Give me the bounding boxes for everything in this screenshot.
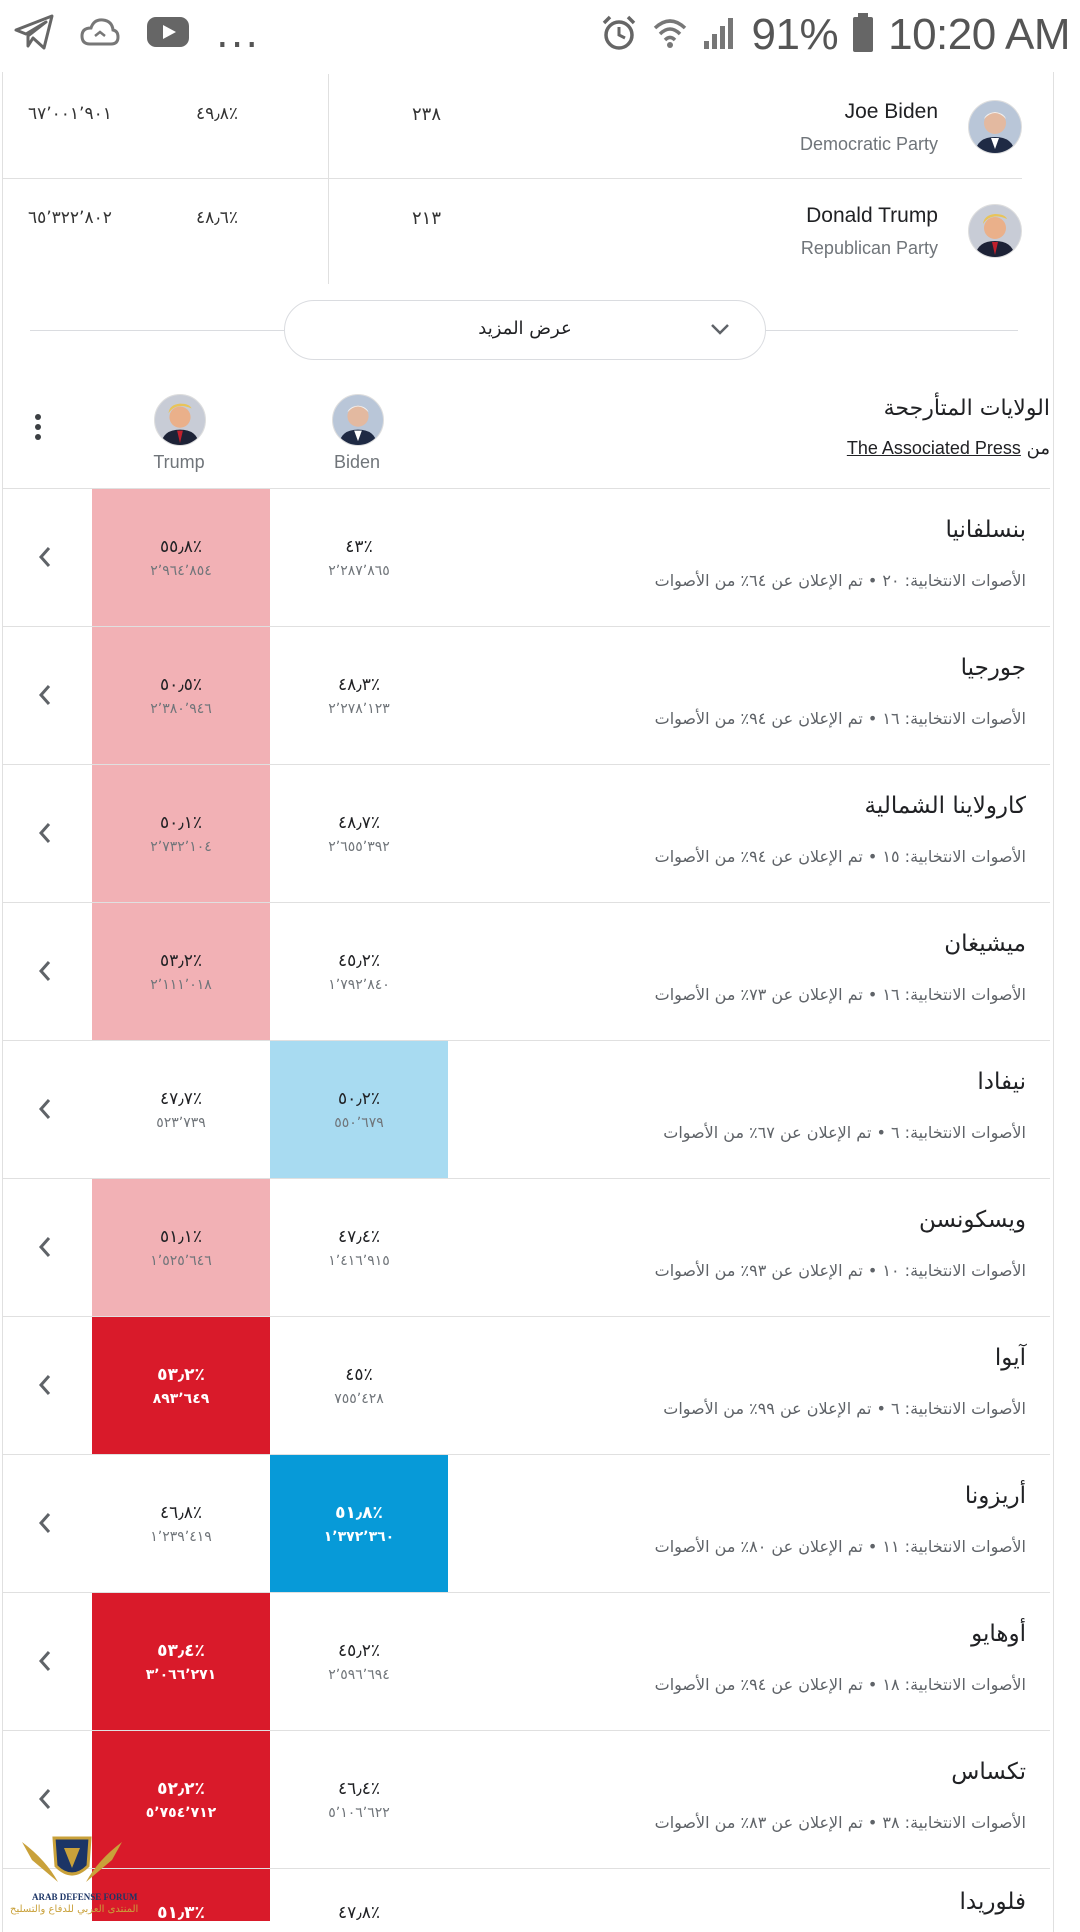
biden-percent: ٤٨٫٧٪ — [337, 813, 381, 833]
trump-votes: ٢٬١١١٬٠١٨ — [150, 977, 212, 993]
state-name: نيفادا — [977, 1069, 1026, 1095]
biden-votes: ٢٬٢٧٨٬١٢٣ — [328, 701, 390, 717]
state-name: ميشيغان — [944, 931, 1026, 957]
state-details: الأصوات الانتخابية: ٣٨ • تم الإعلان عن ٨٣٪ من الأصوات — [654, 1813, 1026, 1832]
state-name: كارولاينا الشمالية — [864, 793, 1026, 819]
trump-percent: ٥٢٫٢٪ — [157, 1779, 205, 1799]
trump-percent: ٤٧٫٧٪ — [159, 1089, 203, 1109]
source-line — [847, 438, 1050, 459]
chevron-left-icon[interactable] — [38, 1373, 52, 1401]
trump-votes: ١٬٢٣٩٬٤١٩ — [150, 1529, 212, 1545]
state-row[interactable] — [2, 1868, 1050, 1921]
biden-percent: ٤٧٫٤٪ — [337, 1227, 381, 1247]
state-details: الأصوات الانتخابية: ١٦ • تم الإعلان عن ٧٣٪ من الأصوات — [654, 985, 1026, 1004]
state-details: الأصوات الانتخابية: ١٨ • تم الإعلان عن ٩٤٪ من الأصوات — [654, 1675, 1026, 1694]
chevron-left-icon[interactable] — [38, 1097, 52, 1125]
candidate-name: Donald Trump — [806, 204, 938, 227]
biden-result-cell — [270, 1179, 448, 1317]
state-row[interactable] — [2, 1178, 1050, 1317]
battery-icon — [852, 13, 874, 57]
chevron-down-icon — [709, 321, 731, 341]
state-name: تكساس — [951, 1759, 1026, 1785]
trump-result-cell — [92, 1041, 270, 1179]
chevron-left-icon[interactable] — [38, 1511, 52, 1539]
trump-result-cell — [92, 1593, 270, 1731]
state-details: الأصوات الانتخابية: ٦ • تم الإعلان عن ٩٩٪ من الأصوات — [663, 1399, 1026, 1418]
biden-votes: ٢٬٥٩٦٬٦٩٤ — [328, 1667, 390, 1683]
biden-result-cell — [270, 1455, 448, 1593]
trump-votes: ٢٬٣٨٠٬٩٤٦ — [150, 701, 212, 717]
trump-percent: ٥٣٫٢٪ — [159, 951, 203, 971]
biden-votes: ١٬٣٧٢٬٣٦٠ — [323, 1529, 395, 1545]
candidate-party: Democratic Party — [799, 134, 938, 154]
forum-watermark — [2, 1820, 142, 1920]
trump-percent: ٥٣٫٢٪ — [157, 1365, 205, 1385]
state-row[interactable] — [2, 626, 1050, 765]
trump-result-cell — [92, 489, 270, 627]
biden-votes: ٢٬٦٥٥٬٣٩٢ — [328, 839, 390, 855]
biden-percent: ٥١٫٨٪ — [335, 1503, 383, 1523]
battery-percent: 91% — [751, 10, 839, 59]
candidate-row-trump — [2, 178, 1022, 282]
chevron-left-icon[interactable] — [38, 1235, 52, 1263]
biden-votes: ٧٥٥٬٤٢٨ — [334, 1391, 384, 1407]
biden-column-avatar — [332, 394, 384, 446]
candidate-total-votes: ٦٥٬٣٢٢٬٨٠٢ — [28, 208, 112, 228]
biden-percent: ٤٧٫٨٪ — [337, 1903, 381, 1921]
watermark-title: ARAB DEFENSE FORUM — [32, 1892, 138, 1902]
trump-votes: ٥٬٧٥٤٬٧١٢ — [145, 1805, 217, 1821]
biden-votes: ٥٬١٠٦٬٦٢٢ — [328, 1805, 390, 1821]
state-name: آيوا — [994, 1345, 1026, 1371]
signal-icon — [702, 15, 738, 55]
show-more-label: عرض المزيد — [478, 318, 572, 339]
state-row[interactable] — [2, 1040, 1050, 1179]
candidate-row-biden — [2, 74, 1022, 179]
trump-percent: ٥٠٫١٪ — [159, 813, 203, 833]
biden-votes: ٥٥٠٬٦٧٩ — [334, 1115, 384, 1131]
state-name: أوهايو — [971, 1621, 1026, 1647]
biden-result-cell — [270, 903, 448, 1041]
trump-votes: ٣٬٠٦٦٬٢٧١ — [145, 1667, 217, 1683]
candidate-total-votes: ٦٧٬٠٠١٬٩٠١ — [28, 104, 112, 124]
candidate-party: Republican Party — [800, 238, 938, 258]
state-details: الأصوات الانتخابية: ١٠ • تم الإعلان عن ٩٣٪ من الأصوات — [654, 1261, 1026, 1280]
candidate-percent: ٤٩٫٨٪ — [196, 104, 239, 124]
trump-result-cell — [92, 765, 270, 903]
chevron-left-icon[interactable] — [38, 959, 52, 987]
biden-result-cell — [270, 1731, 448, 1869]
biden-percent: ٤٣٪ — [345, 537, 373, 557]
trump-percent: ٤٦٫٨٪ — [159, 1503, 203, 1523]
biden-result-cell — [270, 1869, 448, 1921]
wifi-icon — [652, 14, 688, 56]
chevron-left-icon[interactable] — [38, 821, 52, 849]
chevron-left-icon[interactable] — [38, 1649, 52, 1677]
trump-percent: ٥١٫٣٪ — [157, 1903, 205, 1921]
trump-column-avatar — [154, 394, 206, 446]
biden-percent: ٥٠٫٢٪ — [337, 1089, 381, 1109]
trump-result-cell — [92, 903, 270, 1041]
biden-result-cell — [270, 489, 448, 627]
trump-column-label: Trump — [153, 452, 205, 472]
state-row[interactable] — [2, 1592, 1050, 1731]
state-details: الأصوات الانتخابية: ٦ • تم الإعلان عن ٦٧٪ من الأصوات — [663, 1123, 1026, 1142]
candidate-electoral-votes: ٢١٣ — [412, 208, 442, 229]
biden-percent: ٤٦٫٤٪ — [337, 1779, 381, 1799]
trump-percent: ٥١٫١٪ — [159, 1227, 203, 1247]
candidate-percent: ٤٨٫٦٪ — [196, 208, 239, 228]
biden-result-cell — [270, 1041, 448, 1179]
source-prefix: من — [1026, 438, 1050, 459]
state-name: أريزونا — [964, 1483, 1026, 1509]
trump-result-cell — [92, 627, 270, 765]
state-details: الأصوات الانتخابية: ١١ • تم الإعلان عن ٨٠٪ من الأصوات — [654, 1537, 1026, 1556]
trump-percent: ٥٥٫٨٪ — [159, 537, 203, 557]
biden-result-cell — [270, 1593, 448, 1731]
trump-votes: ٢٬٩٦٤٬٨٥٤ — [150, 563, 212, 579]
chevron-left-icon[interactable] — [38, 683, 52, 711]
candidate-name: Joe Biden — [844, 100, 938, 123]
telegram-icon — [14, 14, 54, 54]
trump-result-cell — [92, 1179, 270, 1317]
trump-votes: ٨٩٣٬٦٤٩ — [152, 1391, 210, 1407]
biden-percent: ٤٥٫٢٪ — [337, 951, 381, 971]
biden-votes: ١٬٤١٦٬٩١٥ — [328, 1253, 390, 1269]
clock: 10:20 AM — [888, 10, 1070, 59]
biden-result-cell — [270, 765, 448, 903]
state-row[interactable] — [2, 1730, 1050, 1869]
watermark-subtitle: المنتدى العربي للدفاع والتسليح — [10, 1904, 139, 1915]
chevron-left-icon[interactable] — [38, 1787, 52, 1815]
trump-percent: ٥٠٫٥٪ — [159, 675, 203, 695]
trump-votes: ٢٬٧٣٢٬١٠٤ — [150, 839, 212, 855]
biden-avatar — [968, 100, 1022, 154]
cloud-sync-icon — [80, 16, 120, 52]
biden-result-cell — [270, 627, 448, 765]
candidate-electoral-votes: ٢٣٨ — [412, 104, 442, 125]
biden-column-label: Biden — [333, 452, 381, 472]
show-more-button[interactable] — [284, 300, 766, 360]
trump-votes: ١٬٥٢٥٬٦٤٦ — [150, 1253, 212, 1269]
alarm-icon — [600, 14, 638, 56]
more-notifications-icon: ... — [216, 11, 261, 57]
biden-result-cell — [270, 1317, 448, 1455]
biden-percent: ٤٥٪ — [345, 1365, 373, 1385]
state-row[interactable] — [2, 902, 1050, 1041]
state-name: بنسلفانيا — [945, 517, 1026, 543]
status-bar — [0, 0, 1080, 72]
state-name: ويسكونسن — [918, 1207, 1026, 1233]
trump-percent: ٥٣٫٤٪ — [157, 1641, 205, 1661]
trump-result-cell — [92, 1455, 270, 1593]
trump-avatar — [968, 204, 1022, 258]
chevron-left-icon[interactable] — [38, 545, 52, 573]
state-details: الأصوات الانتخابية: ١٦ • تم الإعلان عن ٩٤٪ من الأصوات — [654, 709, 1026, 728]
youtube-icon — [146, 16, 190, 52]
swing-states-title: الولايات المتأرجحة — [883, 396, 1050, 421]
biden-votes: ١٬٧٩٢٬٨٤٠ — [328, 977, 390, 993]
state-name: فلوريدا — [959, 1889, 1026, 1915]
state-row[interactable] — [2, 764, 1050, 903]
biden-percent: ٤٨٫٣٪ — [337, 675, 381, 695]
state-row[interactable] — [2, 1316, 1050, 1455]
source-link[interactable]: The Associated Press — [846, 438, 1021, 458]
state-row[interactable] — [2, 488, 1050, 627]
biden-votes: ٢٬٢٨٧٬٨٦٥ — [328, 563, 390, 579]
trump-votes: ٥٢٣٬٧٣٩ — [156, 1115, 206, 1131]
state-name: جورجيا — [960, 655, 1026, 681]
more-options-icon[interactable] — [30, 412, 46, 442]
state-row[interactable] — [2, 1454, 1050, 1593]
biden-percent: ٤٥٫٢٪ — [337, 1641, 381, 1661]
trump-result-cell — [92, 1317, 270, 1455]
state-details: الأصوات الانتخابية: ١٥ • تم الإعلان عن ٩٤٪ من الأصوات — [654, 847, 1026, 866]
state-details: الأصوات الانتخابية: ٢٠ • تم الإعلان عن ٦٤٪ من الأصوات — [654, 571, 1026, 590]
